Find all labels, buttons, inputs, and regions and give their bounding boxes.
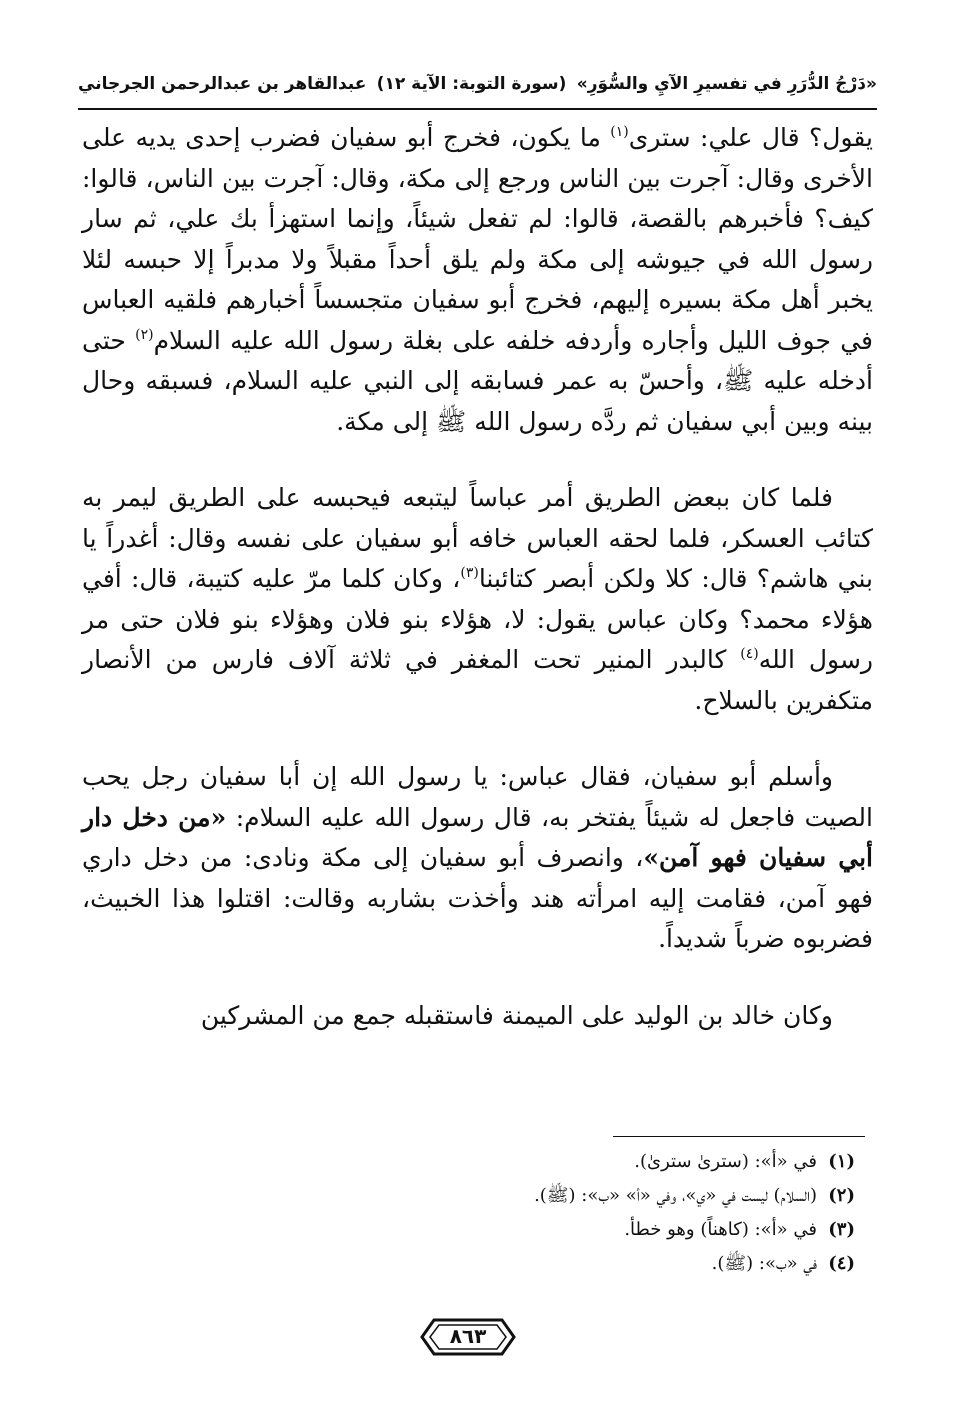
footnote-4: [100, 1247, 855, 1281]
paragraph-2-part-3: كالبدر المنير تحت المغفر في ثلاثة آلاف فارس من الأنصار متكفرين بالسلاح.: [82, 645, 873, 715]
paragraph-2-part-1: فلما كان ببعض الطريق أمر عباساً ليتبعه فيحبسه على الطريق ليمر به كتائب العسكر، فلما لحقه العباس خافه أبو سفيان على نفسه وقال: أغدراً يا بني هاشم؟ قال: كلا ولكن أبصر كتائبنا: [82, 483, 873, 593]
header-book-title: «دَرْجُ الدُّرَرِ في تفسيرِ الآيِ والسُّوَرِ»: [576, 74, 877, 94]
paragraph-3-part-2: ، وانصرف أبو سفيان إلى مكة ونادى: من دخل داري فهو آمن، فقامت إليه امرأته هند وأخذت بشاربه وقالت: اقتلوا هذا الخبيث، فضربوه ضرباً شديداً.: [82, 843, 873, 953]
paragraph-3-part-1: وأسلم أبو سفيان، فقال عباس: يا رسول الله إن أبا سفيان رجل يحب الصيت فاجعل له شيئاً يفتخر به، قال رسول الله عليه السلام:: [82, 762, 873, 832]
header-author: عبدالقاهر بن عبدالرحمن الجرجاني: [78, 74, 367, 94]
footnote-ref-3: (٣): [460, 565, 479, 581]
running-header: [78, 62, 877, 106]
header-surah-reference: (سورة التوبة: الآية ١٢): [376, 74, 567, 94]
paragraph-1-part-3: حتى أدخله عليه ﷺ، وأحسّ به عمر فسابقه إلى النبي عليه السلام، فسبقه وحال بينه وبين أبي سفيان ثم ردَّه رسول الله ﷺ إلى مكة.: [82, 325, 873, 436]
footnote-number: (١): [828, 1151, 855, 1172]
paragraph-1-part-2: ما يكون، فخرج أبو سفيان فضرب إحدى يديه على الأخرى وقال: آجرت بين الناس ورجع إلى مكة، وقال: آجرت بين الناس، قالوا: كيف؟ فأخبرهم بالقصة، قالوا: لم تفعل شيئاً، وإنما استهزأ بك علي، ثم سار رسول الله في جيوشه إلى مكة ولم يلق أحداً مقبلاً ولا مدبراً إلا حبسه لئلا يخبر أهل مكة بسيره إليهم، فخرج أبو سفيان متجسساً أخبارهم فلقيه العباس في جوف الليل وأجاره وأردفه خلفه على بغلة رسول الله عليه السلام: [82, 123, 873, 355]
paragraph-1: [82, 118, 873, 442]
hadith-quote: «من دخل دار أبي سفيان فهو آمن»: [82, 802, 873, 872]
paragraph-4-part-1: وكان خالد بن الوليد على الميمنة فاستقبله جمع من المشركين: [200, 1000, 833, 1030]
footnote-text: في «أ»: (كاهناً) وهو خطأ.: [624, 1219, 817, 1240]
footnote-number: (٢): [828, 1185, 855, 1206]
paragraph-2-part-2: ، وكان كلما مرّ عليه كتيبة، قال: أفي هؤلاء محمد؟ وكان عباس يقول: لا، هؤلاء بنو فلان وهؤلاء بنو فلان حتى مر رسول الله: [82, 564, 873, 674]
footnote-text: في «أ»: (سترىٰ سترىٰ).: [634, 1151, 817, 1172]
footnote-text: (السلام) ليست في «ي»، وفي «أ» «ب»: (ﷺ).: [534, 1185, 817, 1206]
paragraph-4: [82, 996, 873, 1037]
footnote-ref-1: (١): [610, 124, 629, 140]
page-number-text: ٨٦٣: [449, 1324, 487, 1348]
paragraph-1-part-1: يقول؟ قال علي: سترى: [628, 123, 873, 152]
header-divider: [78, 108, 877, 110]
paragraph-2: [82, 478, 873, 721]
footnote-number: (٤): [828, 1253, 855, 1274]
footnote-3: [100, 1213, 855, 1247]
footnote-2: [100, 1179, 855, 1213]
footnotes: [100, 1145, 855, 1281]
page-number: [420, 1318, 516, 1356]
footnote-text: في «ب»: (ﷺ).: [711, 1253, 817, 1274]
paragraph-3: [82, 757, 873, 960]
footnote-1: [100, 1145, 855, 1179]
footnote-ref-2: (٢): [135, 326, 154, 343]
footnote-divider: [613, 1136, 865, 1137]
footnote-ref-4: (٤): [740, 646, 759, 662]
footnote-number: (٣): [828, 1219, 855, 1240]
main-text: [82, 118, 873, 1036]
